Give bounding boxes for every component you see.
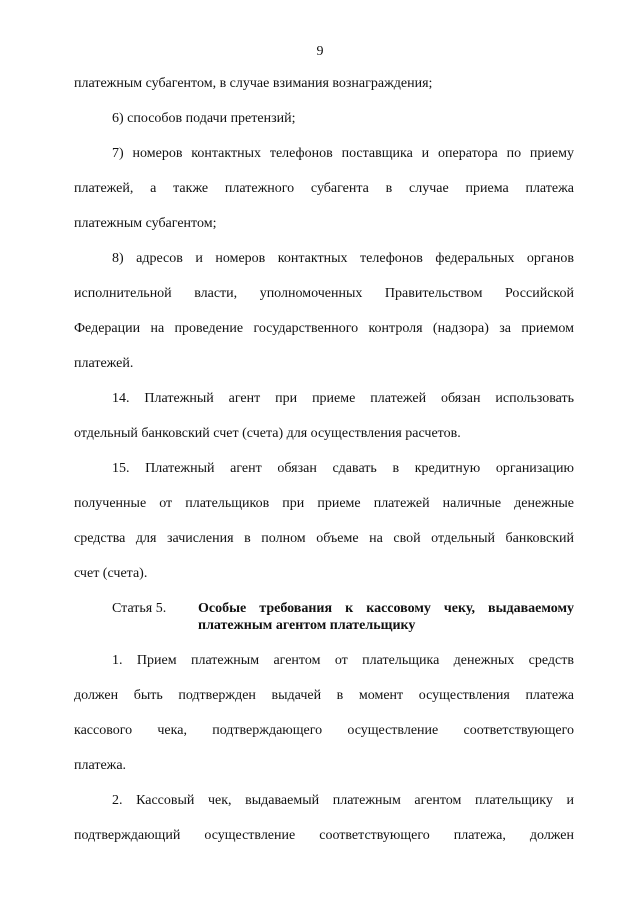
- paragraph-art5-1: [74, 643, 574, 783]
- text-line: 14. Платежный агент при приеме платежей обязан использовать: [112, 391, 574, 406]
- list-item-8: [74, 241, 574, 381]
- article-title-line: платежным агентом плательщику: [198, 618, 416, 633]
- text-line: 7) номеров контактных телефонов поставщика и оператора по приему: [112, 146, 574, 161]
- text-line: Федерации на проведение государственного контроля (надзора) за приемом: [74, 321, 574, 336]
- text-line: платежа.: [74, 758, 127, 773]
- text-line: платежей, а также платежного субагента в случае приема платежа: [74, 181, 574, 196]
- text-line: полученные от плательщиков при приеме платежей наличные денежные: [74, 496, 574, 511]
- text-line: 1. Прием платежным агентом от плательщика денежных средств: [112, 653, 574, 668]
- text-line: платежным субагентом;: [74, 216, 217, 231]
- text-line: платежным субагентом, в случае взимания вознаграждения;: [74, 76, 433, 91]
- text-line: 15. Платежный агент обязан сдавать в кредитную организацию: [112, 461, 574, 476]
- article-label: Статья 5.: [112, 601, 167, 616]
- text-line: 8) адресов и номеров контактных телефонов федеральных органов: [112, 251, 574, 266]
- text-line: отдельный банковский счет (счета) для осуществления расчетов.: [74, 426, 461, 441]
- text-line: средства для зачисления в полном объеме на свой отдельный банковский: [74, 531, 574, 546]
- list-item-7: [74, 136, 574, 241]
- article-title: [198, 600, 574, 634]
- text-line: платежей.: [74, 356, 134, 371]
- text-line: должен быть подтвержден выдачей в момент осуществления платежа: [74, 688, 574, 703]
- text-line: исполнительной власти, уполномоченных Правительством Российской: [74, 286, 574, 301]
- text-line: счет (счета).: [74, 566, 148, 581]
- paragraph-14: [74, 381, 574, 451]
- paragraph-continuation: [74, 66, 574, 101]
- document-body: [74, 66, 574, 853]
- paragraph-15: [74, 451, 574, 591]
- text-line: 2. Кассовый чек, выдаваемый платежным агентом плательщику и: [112, 793, 574, 808]
- article-title-line: Особые требования к кассовому чеку, выдаваемому: [198, 601, 574, 616]
- paragraph-art5-2: [74, 783, 574, 853]
- text-line: 6) способов подачи претензий;: [112, 111, 296, 126]
- article-heading: [74, 591, 574, 643]
- list-item-6: [74, 101, 574, 136]
- page-number: 9: [316, 44, 324, 59]
- text-line: подтверждающий осуществление соответствующего платежа, должен: [74, 828, 574, 843]
- text-line: кассового чека, подтверждающего осуществление соответствующего: [74, 723, 574, 738]
